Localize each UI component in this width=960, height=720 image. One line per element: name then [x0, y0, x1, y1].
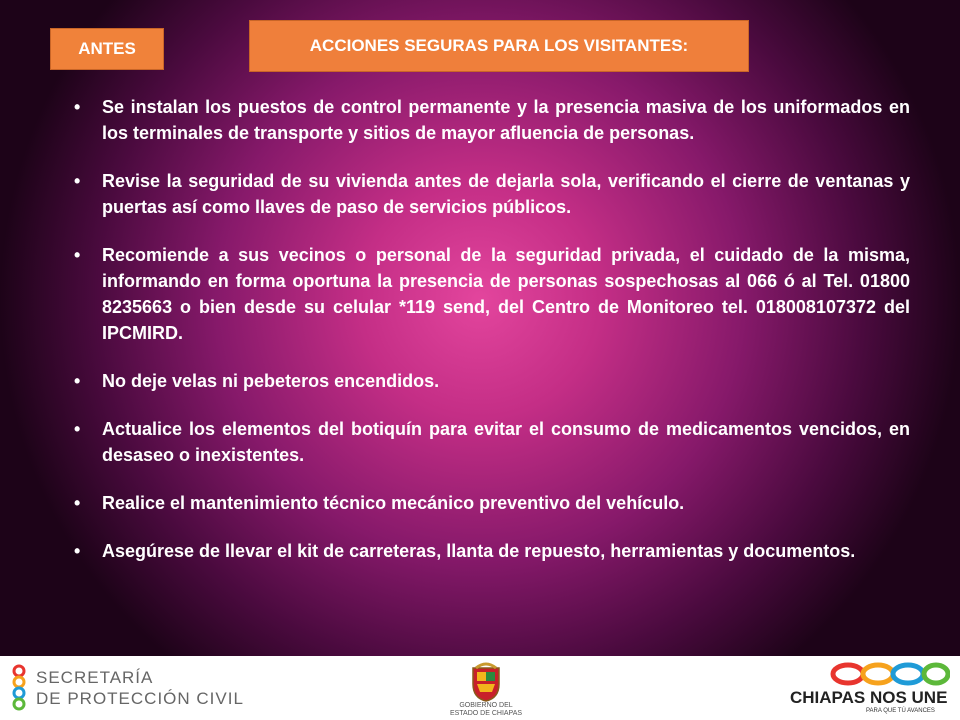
- bullet-text: Realice el mantenimiento técnico mecánico preventivo del vehículo.: [102, 493, 685, 513]
- bullet-dot: •: [74, 541, 81, 561]
- bullet-item: [70, 490, 910, 516]
- bullet-text: Recomiende a sus vecinos o personal de la seguridad privada, el cuidado de la misma, informando en forma oportuna la presencia de personas sospechosas al 066 ó al Tel. 01800 8235663 o bien desde su celular *119 send, del Centro de Monitoreo tel. 018008107372 del IPCMIRD.: [102, 245, 910, 343]
- bullet-dot: •: [74, 371, 81, 391]
- spc-line2: DE PROTECCIÓN CIVIL: [36, 689, 244, 708]
- bullet-dot: •: [74, 419, 81, 439]
- bullet-item: [70, 416, 910, 468]
- gob-line2: ESTADO DE CHIAPAS: [449, 710, 523, 717]
- bullet-text: Actualice los elementos del botiquín para evitar el consumo de medicamentos vencidos, en desaseo o inexistentes.: [102, 419, 910, 465]
- bullet-text: Se instalan los puestos de control permanente y la presencia masiva de los uniformados en los terminales de transporte y sitios de mayor afluencia de personas.: [102, 97, 910, 143]
- bullet-list: [70, 94, 910, 586]
- bullet-text: Revise la seguridad de su vivienda antes de dejarla sola, verificando el cierre de ventanas y puertas así como llaves de paso de servicios públicos.: [102, 171, 910, 217]
- bullet-text: Asegúrese de llevar el kit de carreteras, llanta de repuesto, herramientas y documentos.: [102, 541, 856, 561]
- ring-row-icon: [790, 662, 950, 686]
- bullet-item: [70, 538, 910, 564]
- gobierno-chiapas-logo: [430, 660, 542, 718]
- footer-logos: [0, 656, 960, 720]
- chiapas-text: CHIAPAS NOS UNE: [790, 688, 948, 707]
- bullet-dot: •: [74, 245, 81, 265]
- bullet-dot: •: [74, 97, 81, 117]
- coat-of-arms-icon: [430, 660, 542, 702]
- chiapas-nos-une-logo: [790, 662, 950, 716]
- bullet-dot: •: [74, 171, 81, 191]
- rings-icon: [8, 664, 30, 712]
- spc-line1: SECRETARÍA: [36, 668, 154, 687]
- slide-title: ACCIONES SEGURAS PARA LOS VISITANTES:: [249, 20, 749, 72]
- bullet-item: [70, 168, 910, 220]
- gobierno-text: [430, 702, 542, 718]
- bullet-item: [70, 368, 910, 394]
- antes-tag: ANTES: [50, 28, 164, 70]
- chiapas-tagline: PARA QUE TÚ AVANCES: [866, 708, 935, 714]
- bullet-item: [70, 94, 910, 146]
- bullet-dot: •: [74, 493, 81, 513]
- gob-line1: GOBIERNO DEL: [459, 702, 513, 709]
- bullet-item: [70, 242, 910, 346]
- proteccion-civil-logo: [8, 664, 278, 712]
- bullet-text: No deje velas ni pebeteros encendidos.: [102, 371, 440, 391]
